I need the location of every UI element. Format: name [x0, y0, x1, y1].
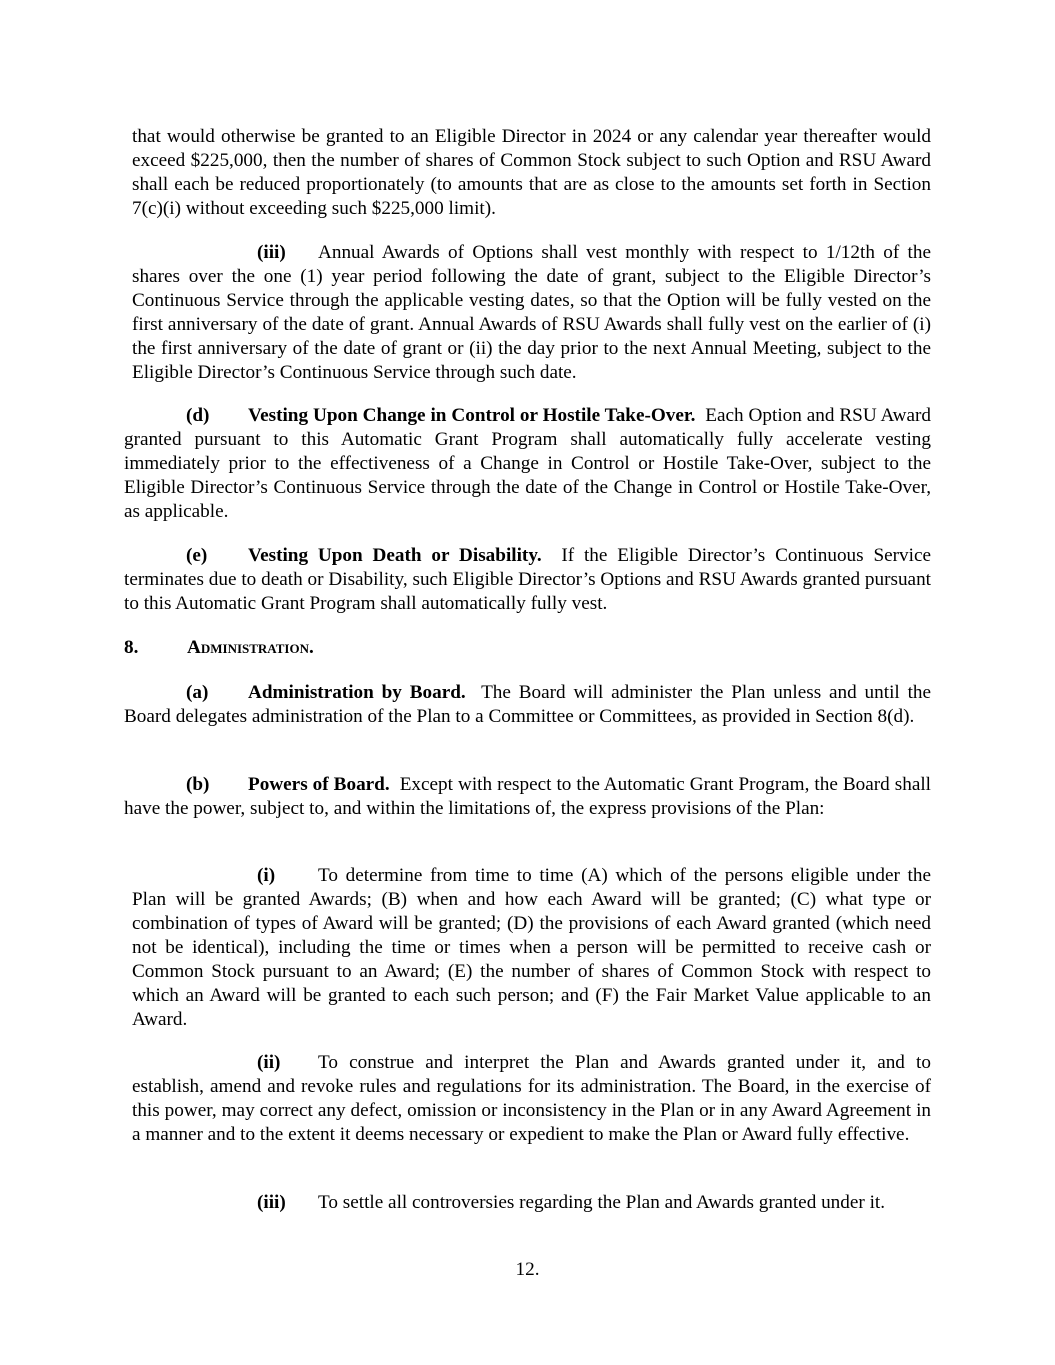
paragraph-7d [124, 404, 931, 524]
paragraph-label: (ii) [257, 1052, 281, 1073]
paragraph-text: To determine from time to time (A) which of the persons eligible under the Plan will be granted Awards; (B) when and how each Award will be granted; (C) what type or combination of types of Award will be granted; (D) the provisions of each Award granted (which need not be identical), including the time or times when a person will be permitted to receive cash or Common Stock pursuant to an Award; (E) the number of shares of Common Stock with respect to which an Award will be granted to each such person; and (F) the Fair Market Value applicable to an Award. [132, 865, 931, 1030]
paragraph-text: If the Eligible Director’s Continuous Service terminates due to death or Disability, such Eligible Director’s Options and RSU Awards granted pursuant to this Automatic Grant Program shall automatically fully vest. [124, 545, 931, 614]
paragraph-label: (a) [186, 682, 209, 703]
paragraph-heading: Powers of Board. [248, 774, 390, 795]
paragraph-8b-ii [132, 1051, 931, 1147]
section-number: 8. [124, 637, 139, 658]
paragraph-label: (iii) [257, 1192, 286, 1213]
paragraph-8a [124, 681, 931, 729]
paragraph-label: (e) [186, 545, 208, 566]
paragraph-8b-iii [132, 1191, 931, 1215]
paragraph-text: To construe and interpret the Plan and Awards granted under it, and to establish, amend and revoke rules and regulations for its administration. The Board, in the exercise of this power, may correct any defect, omission or inconsistency in the Plan or in any Award Agreement in a manner and to the extent it deems necessary or expedient to make the Plan or Award fully effective. [132, 1052, 931, 1145]
paragraph-7c-iii [132, 241, 931, 385]
section-heading-8 [124, 636, 314, 660]
paragraph-text: Annual Awards of Options shall vest monthly with respect to 1/12th of the shares over the one (1) year period following the date of grant, subject to the Eligible Director’s Continuous Service through the applicable vesting dates, so that the Option will be fully vested on the first anniversary of the date of grant. Annual Awards of RSU Awards shall fully vest on the earlier of (i) the first anniversary of the date of grant or (ii) the day prior to the next Annual Meeting, subject to the Eligible Director’s Continuous Service through such date. [132, 242, 931, 383]
paragraph-8b [124, 773, 931, 821]
section-title: Administration. [187, 637, 314, 658]
paragraph-label: (i) [257, 865, 276, 886]
page-number: 12. [515, 1259, 540, 1280]
paragraph-7e [124, 544, 931, 616]
paragraph-text: Except with respect to the Automatic Grant Program, the Board shall have the power, subject to, and within the limitations of, the express provisions of the Plan: [124, 774, 931, 819]
paragraph-text: that would otherwise be granted to an Eligible Director in 2024 or any calendar year thereafter would exceed $225,000, then the number of shares of Common Stock subject to such Option and RSU Award shall each be reduced proportionately (to amounts that are as close to the amounts set forth in Section 7(c)(i) without exceeding such $225,000 limit). [132, 126, 931, 219]
paragraph-text: The Board will administer the Plan unless and until the Board delegates administration of the Plan to a Committee or Committees, as provided in Section 8(d). [124, 682, 932, 727]
paragraph-heading: Administration by Board. [248, 682, 466, 703]
paragraph-text: To settle all controversies regarding the Plan and Awards granted under it. [318, 1192, 886, 1213]
paragraph-heading: Vesting Upon Death or Disability. [248, 545, 542, 566]
paragraph-label: (iii) [257, 242, 286, 263]
paragraph-heading: Vesting Upon Change in Control or Hostile Take-Over. [248, 405, 696, 426]
paragraph-label: (b) [186, 774, 210, 795]
paragraph-label: (d) [186, 405, 210, 426]
paragraph-8b-i [132, 864, 931, 1032]
paragraph-continuation [132, 125, 931, 221]
paragraph-text: Each Option and RSU Award granted pursuant to this Automatic Grant Program shall automatically fully accelerate vesting immediately prior to the effectiveness of a Change in Control or Hostile Take-Over, subject to the Eligible Director’s Continuous Service through the date of the Change in Control or Hostile Take-Over, as applicable. [124, 405, 931, 522]
